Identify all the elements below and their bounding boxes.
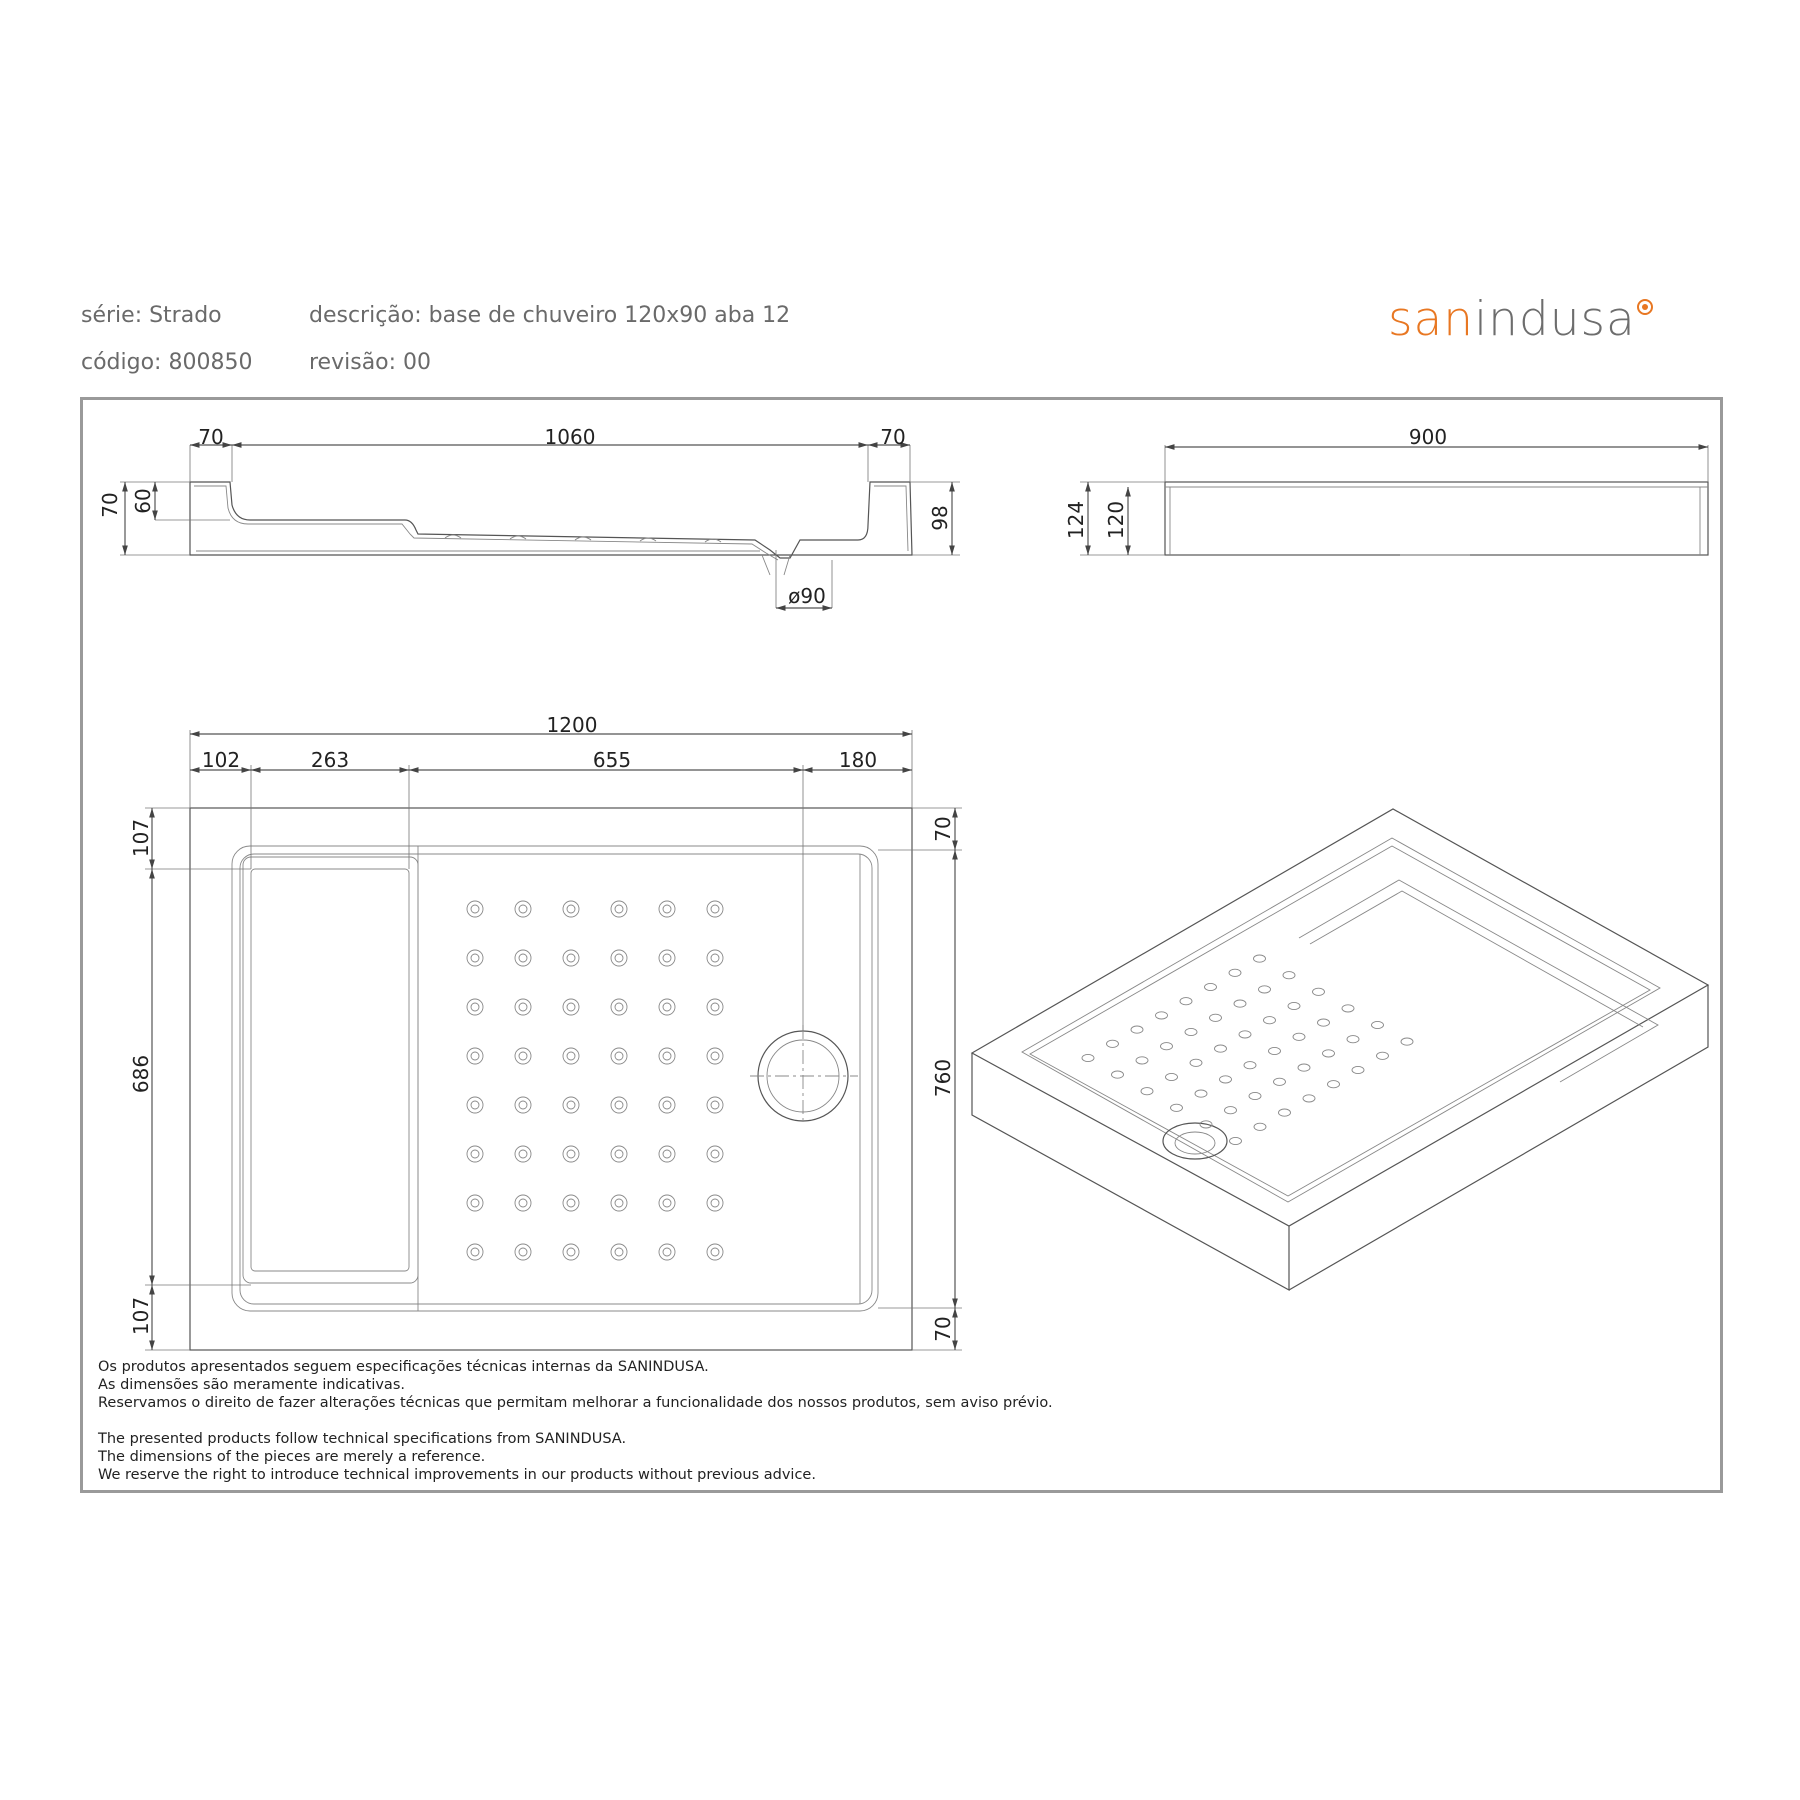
iso-floor-hole (1283, 972, 1295, 979)
floor-hole (611, 950, 627, 966)
logo-text-san: san (1388, 292, 1475, 347)
floor-hole (563, 999, 579, 1015)
floor-hole (515, 1244, 531, 1260)
dim-plan-right-middle: 760 (931, 1058, 955, 1098)
iso-floor-hole (1082, 1054, 1094, 1061)
floor-hole-inner (519, 954, 527, 962)
note-pt-1: Os produtos apresentados seguem especificações técnicas internas da SANINDUSA. (98, 1359, 709, 1375)
floor-hole-inner (711, 905, 719, 913)
floor-hole-inner (519, 1101, 527, 1109)
dim-plan-total-width: 1200 (546, 713, 598, 737)
floor-hole (707, 1048, 723, 1064)
floor-hole (515, 901, 531, 917)
dim-plan-right-bottom: 70 (931, 1316, 955, 1342)
dim-plan-seg-1: 102 (201, 748, 241, 772)
floor-hole-inner (471, 1199, 479, 1207)
dim-plan-seg-2: 263 (310, 748, 350, 772)
iso-floor-hole (1234, 1000, 1246, 1007)
floor-hole-inner (567, 1248, 575, 1256)
floor-hole (659, 1048, 675, 1064)
dim-plan-seg-3: 655 (592, 748, 632, 772)
floor-hole-inner (567, 954, 575, 962)
floor-hole (515, 999, 531, 1015)
descricao-label: descrição: base de chuveiro 120x90 aba 12 (309, 303, 791, 328)
floor-hole (659, 950, 675, 966)
floor-hole (563, 1146, 579, 1162)
dim-drain-diameter: ø90 (788, 584, 826, 608)
iso-floor-hole (1401, 1038, 1413, 1045)
floor-hole-inner (471, 1150, 479, 1158)
iso-floor-hole (1180, 998, 1192, 1005)
floor-hole-inner (519, 1248, 527, 1256)
floor-hole-inner (663, 905, 671, 913)
floor-hole (611, 1048, 627, 1064)
iso-floor-hole (1254, 1123, 1266, 1130)
disclaimer-notes (98, 1358, 1053, 1484)
floor-hole (515, 1048, 531, 1064)
note-pt-2: As dimensões são meramente indicativas. (98, 1377, 405, 1393)
floor-hole-inner (471, 905, 479, 913)
floor-hole (515, 1097, 531, 1113)
revisao-label: revisão: 00 (309, 350, 432, 375)
floor-hole-inner (519, 1150, 527, 1158)
floor-hole-inner (663, 1003, 671, 1011)
iso-floor-hole (1352, 1066, 1364, 1073)
iso-floor-hole (1141, 1088, 1153, 1095)
note-en-1: The presented products follow technical specifications from SANINDUSA. (98, 1431, 627, 1447)
iso-floor-hole (1244, 1062, 1256, 1069)
floor-hole (467, 1195, 483, 1211)
floor-hole (467, 999, 483, 1015)
floor-hole (611, 999, 627, 1015)
note-pt-3: Reservamos o direito de fazer alterações técnicas que permitam melhorar a funcionalidade dos nossos produtos, sem aviso prévio. (98, 1395, 1053, 1411)
floor-hole (707, 1195, 723, 1211)
floor-hole (707, 901, 723, 917)
dim-section-inner-height: 60 (131, 488, 155, 514)
iso-floor-hole (1131, 1026, 1143, 1033)
floor-hole-inner (615, 1003, 623, 1011)
floor-hole-inner (663, 1199, 671, 1207)
section-view (98, 425, 960, 608)
floor-hole-inner (615, 1052, 623, 1060)
floor-hole-inner (615, 1248, 623, 1256)
dim-plan-right-top: 70 (931, 816, 955, 842)
iso-floor-hole (1293, 1033, 1305, 1040)
floor-hole (467, 1048, 483, 1064)
floor-hole (659, 1244, 675, 1260)
floor-hole-inner (471, 1003, 479, 1011)
floor-hole-inner (615, 1199, 623, 1207)
floor-hole (563, 1048, 579, 1064)
floor-hole (659, 1146, 675, 1162)
serie-label: série: Strado (81, 303, 222, 328)
plan-floor-holes (467, 901, 723, 1260)
floor-hole-inner (567, 1101, 575, 1109)
iso-floor-hole (1136, 1057, 1148, 1064)
floor-hole-inner (471, 1248, 479, 1256)
iso-floor-hole (1210, 1014, 1222, 1021)
floor-hole-inner (519, 905, 527, 913)
section-outline (190, 482, 912, 558)
iso-floor-hole (1225, 1107, 1237, 1114)
floor-hole-inner (567, 1003, 575, 1011)
floor-hole-inner (663, 1150, 671, 1158)
dim-plan-left-middle: 686 (129, 1054, 153, 1094)
iso-floor-hole (1220, 1076, 1232, 1083)
floor-hole (707, 999, 723, 1015)
dim-section-inner-width: 1060 (544, 425, 596, 449)
floor-hole-inner (711, 1052, 719, 1060)
iso-floor-hole (1254, 955, 1266, 962)
floor-hole (467, 901, 483, 917)
dim-section-outer-left-height: 70 (98, 492, 122, 518)
floor-hole-inner (471, 954, 479, 962)
iso-floor-hole (1274, 1078, 1286, 1085)
floor-hole (659, 901, 675, 917)
floor-hole (467, 1244, 483, 1260)
dim-plan-seg-4: 180 (838, 748, 878, 772)
note-en-2: The dimensions of the pieces are merely a reference. (98, 1449, 486, 1465)
iso-floor-hole (1107, 1040, 1119, 1047)
floor-hole-inner (663, 1052, 671, 1060)
floor-hole-inner (615, 1101, 623, 1109)
iso-floor-hole (1298, 1064, 1310, 1071)
floor-hole (707, 950, 723, 966)
iso-floor-holes (1082, 955, 1413, 1145)
dim-section-left-rim: 70 (198, 425, 224, 449)
floor-hole (467, 1097, 483, 1113)
floor-hole (611, 1244, 627, 1260)
floor-hole-inner (567, 905, 575, 913)
iso-floor-hole (1279, 1109, 1291, 1116)
floor-hole-inner (519, 1003, 527, 1011)
iso-floor-hole (1239, 1031, 1251, 1038)
iso-floor-hole (1185, 1028, 1197, 1035)
iso-floor-hole (1229, 969, 1241, 976)
floor-hole (659, 999, 675, 1015)
floor-hole (611, 901, 627, 917)
floor-hole (563, 1244, 579, 1260)
iso-floor-hole (1205, 983, 1217, 990)
iso-floor-hole (1259, 986, 1271, 993)
iso-floor-hole (1190, 1059, 1202, 1066)
floor-hole-inner (711, 1248, 719, 1256)
isometric-view (972, 809, 1708, 1290)
dim-plan-left-top: 107 (129, 818, 153, 858)
floor-hole (707, 1097, 723, 1113)
iso-floor-hole (1303, 1095, 1315, 1102)
iso-floor-hole (1342, 1005, 1354, 1012)
iso-floor-hole (1249, 1092, 1261, 1099)
side-view (1064, 425, 1708, 555)
iso-floor-hole (1313, 988, 1325, 995)
floor-hole (707, 1244, 723, 1260)
floor-hole-inner (711, 1101, 719, 1109)
dim-section-right-height: 98 (928, 505, 952, 531)
floor-hole (611, 1195, 627, 1211)
floor-hole-inner (663, 1248, 671, 1256)
floor-hole-inner (471, 1101, 479, 1109)
iso-floor-hole (1156, 1012, 1168, 1019)
floor-hole (515, 950, 531, 966)
iso-floor-hole (1269, 1047, 1281, 1054)
floor-hole (563, 901, 579, 917)
dim-side-outer-height: 124 (1064, 500, 1088, 540)
iso-floor-hole (1112, 1071, 1124, 1078)
floor-hole (515, 1195, 531, 1211)
codigo-label: código: 800850 (81, 350, 253, 375)
iso-floor-hole (1264, 1017, 1276, 1024)
floor-hole (467, 950, 483, 966)
iso-floor-hole (1318, 1019, 1330, 1026)
floor-hole (611, 1146, 627, 1162)
iso-drain (1163, 1123, 1227, 1159)
floor-hole (563, 950, 579, 966)
floor-hole-inner (567, 1150, 575, 1158)
floor-hole (611, 1097, 627, 1113)
floor-hole-inner (615, 954, 623, 962)
floor-hole-inner (615, 1150, 623, 1158)
iso-floor-hole (1161, 1043, 1173, 1050)
iso-floor-hole (1328, 1081, 1340, 1088)
iso-floor-hole (1171, 1104, 1183, 1111)
iso-floor-hole (1288, 1002, 1300, 1009)
floor-hole (467, 1146, 483, 1162)
floor-hole (659, 1097, 675, 1113)
plan-drain (750, 1025, 858, 1125)
dim-side-width: 900 (1408, 425, 1448, 449)
floor-hole-inner (471, 1052, 479, 1060)
floor-hole-inner (711, 954, 719, 962)
floor-hole-inner (663, 1101, 671, 1109)
logo-text-indusa: indusa (1474, 292, 1636, 347)
iso-floor-hole (1377, 1052, 1389, 1059)
floor-hole-inner (663, 954, 671, 962)
dim-section-right-rim: 70 (880, 425, 906, 449)
floor-hole (563, 1195, 579, 1211)
note-en-3: We reserve the right to introduce technical improvements in our products without previous advice. (98, 1467, 816, 1483)
floor-hole-inner (567, 1199, 575, 1207)
floor-hole-inner (519, 1199, 527, 1207)
iso-floor-hole (1230, 1137, 1242, 1144)
iso-floor-hole (1323, 1050, 1335, 1057)
floor-hole (515, 1146, 531, 1162)
iso-floor-hole (1166, 1073, 1178, 1080)
dim-plan-left-bottom: 107 (129, 1296, 153, 1336)
floor-hole-inner (711, 1199, 719, 1207)
iso-floor-hole (1195, 1090, 1207, 1097)
floor-hole-inner (711, 1003, 719, 1011)
floor-hole (563, 1097, 579, 1113)
iso-floor-hole (1347, 1036, 1359, 1043)
floor-hole-inner (711, 1150, 719, 1158)
iso-floor-hole (1215, 1045, 1227, 1052)
floor-hole-inner (615, 905, 623, 913)
floor-hole (659, 1195, 675, 1211)
floor-hole-inner (519, 1052, 527, 1060)
floor-hole-inner (567, 1052, 575, 1060)
floor-hole (707, 1146, 723, 1162)
iso-floor-hole (1372, 1021, 1384, 1028)
plan-view (129, 713, 962, 1350)
dim-side-inner-height: 120 (1104, 500, 1128, 540)
